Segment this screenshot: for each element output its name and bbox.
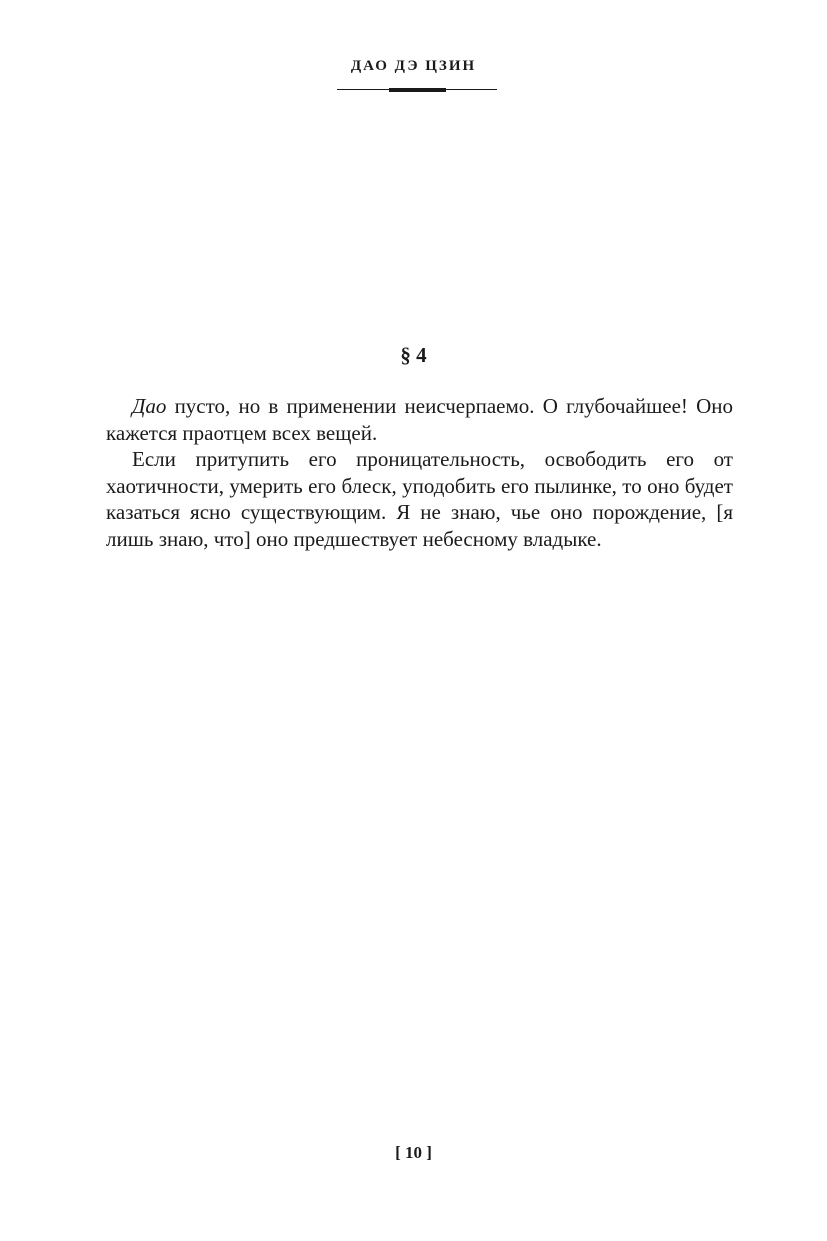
section-heading: § 4 bbox=[400, 343, 427, 367]
page-number: [ 10 ] bbox=[395, 1143, 432, 1162]
body-text bbox=[106, 393, 733, 552]
paragraph-2: Если притупить его проницательность, освободить его от хаотичности, умерить его блеск, уподобить его пылинке, то оно будет казаться ясно существующим. Я не знаю, чье оно порождение, [я лишь знаю, что] оно предшествует небесному владыке. bbox=[106, 447, 733, 551]
running-head: ДАО ДЭ ЦЗИН bbox=[350, 58, 477, 74]
paragraph-1-text: пусто, но в применении неисчерпаемо. О глубочайшее! Оно кажется праотцем всех вещей. bbox=[106, 394, 733, 445]
paragraph-1 bbox=[106, 393, 733, 446]
emphasis-dao: Дао bbox=[132, 394, 167, 418]
header-rule-accent bbox=[389, 88, 446, 92]
